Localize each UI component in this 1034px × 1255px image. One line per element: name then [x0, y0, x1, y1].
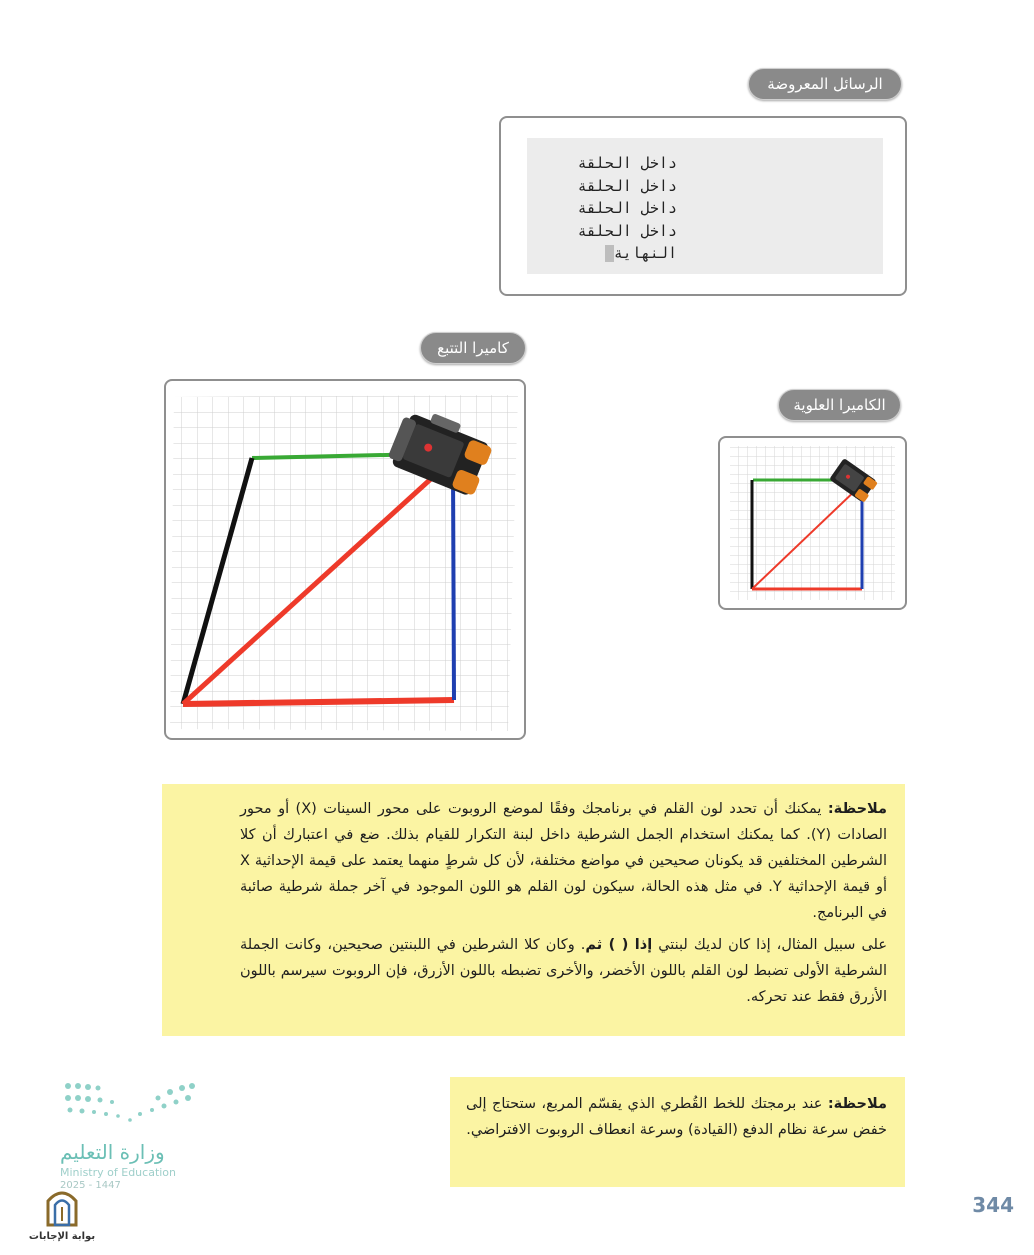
ministry-english-name: Ministry of Education — [60, 1166, 177, 1179]
text-cursor — [605, 245, 614, 262]
ministry-logo — [60, 1078, 210, 1191]
note-paragraph — [240, 932, 887, 1010]
ministry-years: 2025 - 1447 — [60, 1180, 121, 1191]
note-label: ملاحظة: — [827, 801, 888, 817]
blue-line — [453, 469, 454, 700]
console-line-last — [527, 242, 883, 265]
top-camera-panel — [718, 436, 907, 610]
console-output — [527, 138, 883, 274]
console-line: داخل الحلقة — [577, 199, 677, 217]
note-text: . وكان كلا الشرطين في اللبنتين صحيحين، وكانت الجملة الشرطية الأولى تضبط لون القلم باللون الأخضر، والأخرى تضبطه باللون الأزرق، فإن الروبوت سيرسم باللون الأزرق فقط عند تحركه. — [240, 937, 887, 1005]
ministry-arabic-name: وزارة التعليم — [60, 1140, 165, 1164]
top-camera-view — [720, 438, 905, 608]
tracking-camera-panel — [164, 379, 526, 740]
messages-label: الرسائل المعروضة — [748, 68, 902, 100]
note-box — [162, 784, 905, 1036]
red-line-bottom — [183, 700, 454, 704]
console-panel — [499, 116, 907, 296]
note-paragraph — [466, 1091, 887, 1143]
mosque-logo-icon — [42, 1185, 82, 1227]
top-camera-label: الكاميرا العلوية — [778, 389, 901, 421]
console-line: داخل الحلقة — [577, 221, 677, 240]
note-text: على سبيل المثال، إذا كان لديك لبنتي — [652, 937, 887, 953]
tracking-camera-view — [166, 381, 524, 738]
console-line: داخل الحلقة — [577, 176, 677, 195]
note-box-2 — [450, 1077, 905, 1187]
grid-floor — [730, 446, 895, 600]
tracking-camera-label: كاميرا التتبع — [420, 332, 526, 364]
note-paragraph — [240, 796, 887, 926]
dots-logo-icon — [60, 1078, 200, 1134]
note-text: يمكنك أن تحدد لون القلم في برنامجك وفقًا لموضع الروبوت على محور السينات (X) أو محور الصادات (Y). كما يمكنك استخدام الجمل الشرطية داخل لبنة التكرار للقيام بذلك. ضع في اعتبارك أن كلا الشرطين المختلفين قد يكونان صحيحين في مواضع مختلفة، لأن كل شرطٍ منهما يعتمد على قيمة الإحداثية X أو قيمة الإحداثية Y. في مثل هذه الحالة، سيكون لون القلم هو اللون الموجود في آخر جملة شرطية صائبة في البرنامج. — [240, 801, 888, 921]
page-number: 344 — [972, 1193, 1014, 1217]
code-block-name: إذا ( ) ثم — [585, 937, 653, 953]
console-line-text: النهاية — [613, 244, 677, 262]
badge-text: بوابة الإجابات — [28, 1231, 96, 1242]
console-line: داخل الحلقة — [577, 154, 677, 172]
note-text: عند برمجتك للخط القُطري الذي يقسّم المربع، ستحتاج إلى خفض سرعة نظام الدفع (القيادة) وسرعة انعطاف الروبوت الافتراضي. — [466, 1096, 887, 1138]
note-label: ملاحظة: — [827, 1096, 887, 1112]
answers-portal-badge — [26, 1185, 98, 1242]
